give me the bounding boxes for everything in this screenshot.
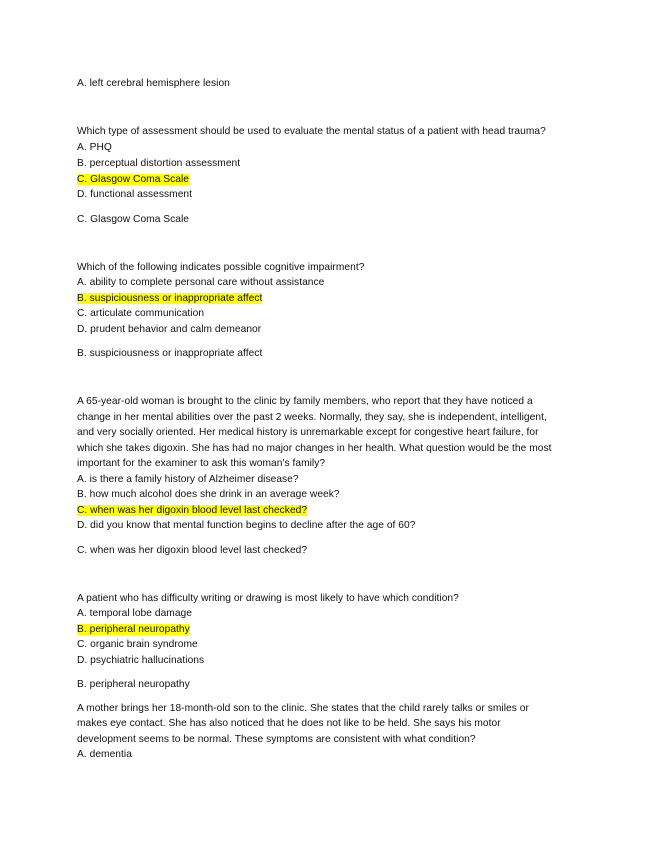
q3-option-c-highlighted: C. when was her digoxin blood level last checked?: [77, 505, 308, 516]
q3-question-line-3: and very socially oriented. Her medical history is unremarkable except for congestive heart failure, for: [77, 427, 539, 438]
q4-option-b-highlighted: B. peripheral neuropathy: [77, 624, 190, 635]
q2-option-c: C. articulate communication: [77, 308, 205, 319]
q5-option-a: A. dementia: [77, 749, 132, 760]
q1-option-d: D. functional assessment: [77, 189, 193, 200]
q4-option-a: A. temporal lobe damage: [77, 608, 192, 619]
q4-option-d: D. psychiatric hallucinations: [77, 655, 205, 666]
q1-option-c-highlighted: C. Glasgow Coma Scale: [77, 174, 190, 185]
q2-option-d: D. prudent behavior and calm demeanor: [77, 324, 262, 335]
q1-question: Which type of assessment should be used to evaluate the mental status of a patient with head trauma?: [77, 126, 546, 137]
q1-option-b: B. perceptual distortion assessment: [77, 158, 241, 169]
q1-option-a: A. PHQ: [77, 142, 112, 153]
q2-option-a: A. ability to complete personal care without assistance: [77, 277, 325, 288]
previous-answer: A. left cerebral hemisphere lesion: [77, 78, 230, 89]
q4-question: A patient who has difficulty writing or drawing is most likely to have which condition?: [77, 593, 459, 604]
q5-question-line-2: makes eye contact. She has also noticed that he does not like to be held. She says his motor: [77, 718, 501, 729]
q3-question-line-4: which she takes digoxin. She has had no major changes in her health. What question would be the most: [77, 443, 552, 454]
q3-question-line-5: important for the examiner to ask this woman's family?: [77, 458, 326, 469]
q2-answer: B. suspiciousness or inappropriate affect: [77, 348, 263, 359]
q3-answer: C. when was her digoxin blood level last checked?: [77, 545, 308, 556]
q5-question-line-3: development seems to be normal. These symptoms are consistent with what condition?: [77, 734, 476, 745]
q3-question-line-2: change in her mental abilities over the past 2 weeks. Normally, they say, she is independent, intelligent,: [77, 412, 547, 423]
q2-option-b-highlighted: B. suspiciousness or inappropriate affect: [77, 293, 263, 304]
q3-option-d: D. did you know that mental function begins to decline after the age of 60?: [77, 520, 416, 531]
q3-option-a: A. is there a family history of Alzheimer disease?: [77, 474, 299, 485]
q2-question: Which of the following indicates possible cognitive impairment?: [77, 262, 365, 273]
q4-answer: B. peripheral neuropathy: [77, 679, 190, 690]
q5-question-line-1: A mother brings her 18-month-old son to the clinic. She states that the child rarely talks or smiles or: [77, 703, 529, 714]
q4-option-c: C. organic brain syndrome: [77, 639, 198, 650]
q3-option-b: B. how much alcohol does she drink in an average week?: [77, 489, 340, 500]
q1-answer: C. Glasgow Coma Scale: [77, 214, 190, 225]
q3-question-line-1: A 65-year-old woman is brought to the clinic by family members, who report that they have noticed a: [77, 396, 533, 407]
